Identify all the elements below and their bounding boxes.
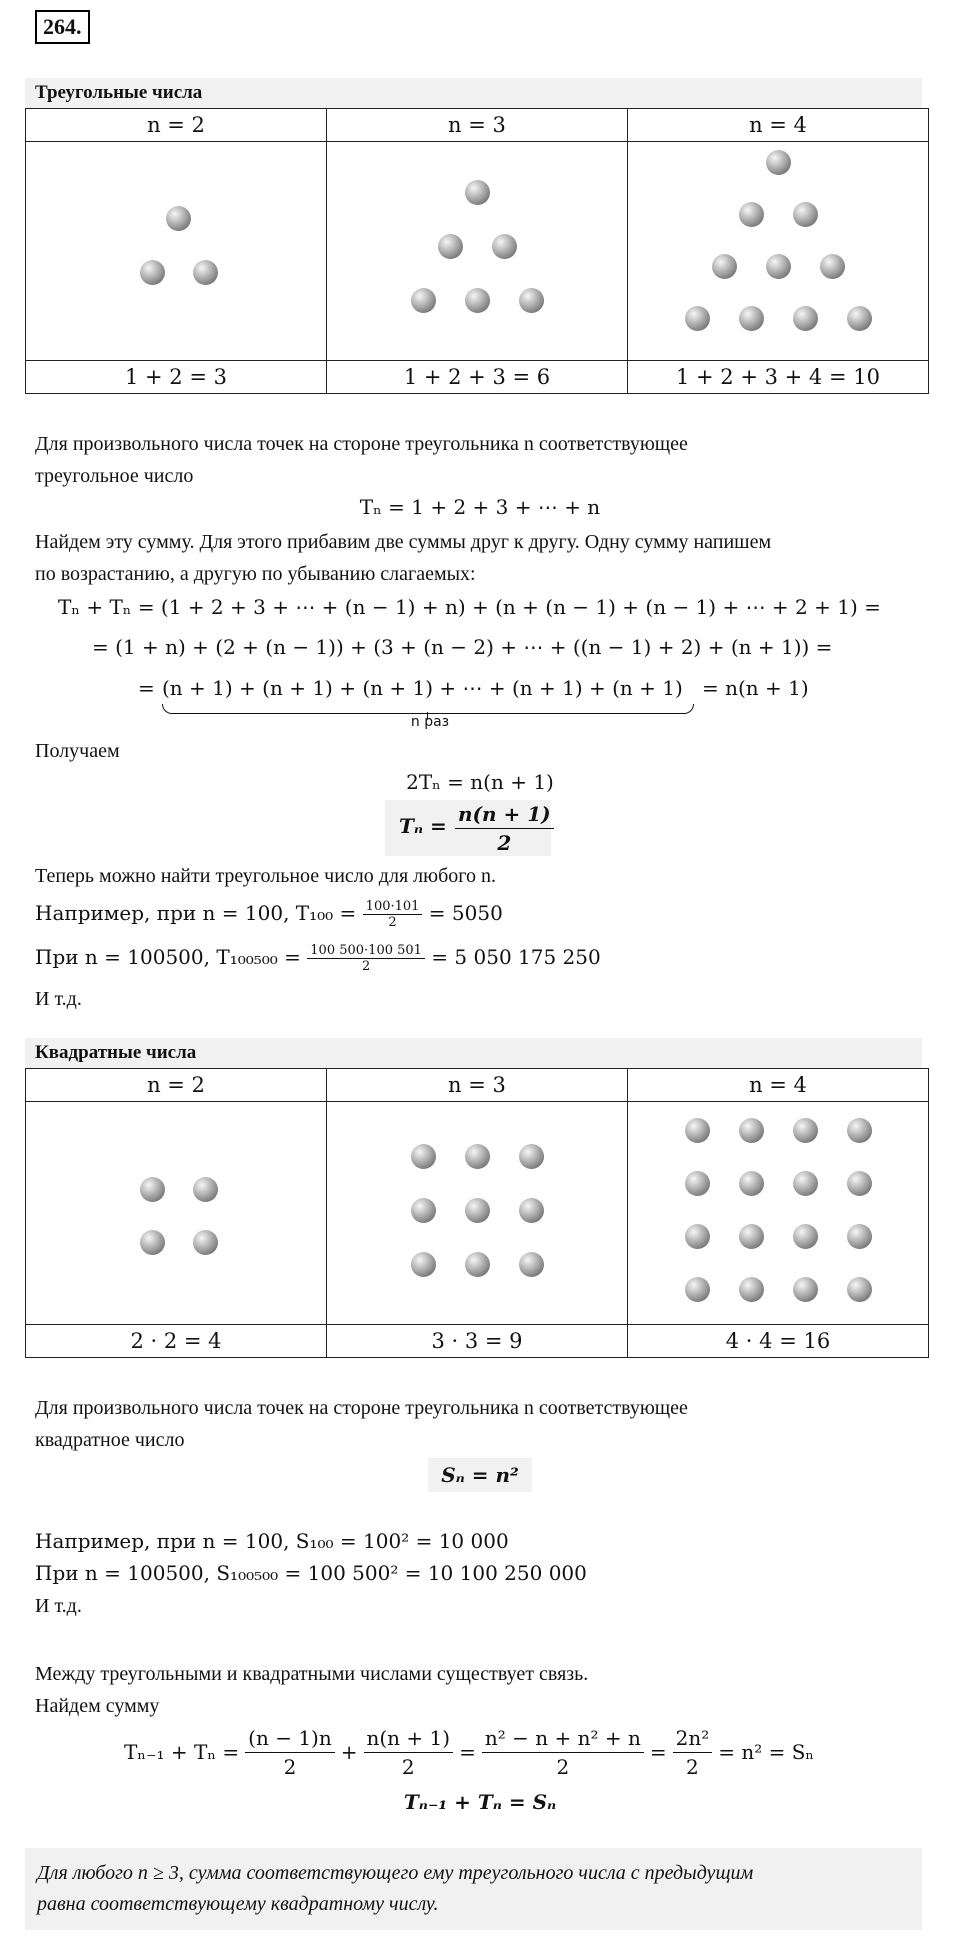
dot [140,260,165,285]
triangular-table [25,108,929,394]
rel-f2-num: n(n + 1) [364,1724,454,1753]
dot [519,1144,544,1169]
tri-ex1-den: 2 [388,915,397,930]
dot [166,206,191,231]
dot [140,1177,165,1202]
rel-tail: = n² = Sₙ [718,1740,815,1764]
tri-ex2-num: 100 500·100 501 [307,943,425,959]
rel-f2-den: 2 [401,1754,415,1779]
dot [465,1144,490,1169]
tri-result2-den: 2 [497,831,512,855]
sq-intro-line1: Для произвольного числа точек на стороне треугольника n соответствующее [35,1397,688,1419]
tri-sum-line3-eq: = [138,676,155,700]
dot [793,1224,818,1249]
sq-figure-4 [627,1102,928,1325]
rel-frac1 [245,1724,335,1781]
tri-intro-line2: треугольное число [35,465,194,487]
dot [793,1118,818,1143]
sq-figure-2 [26,1102,327,1325]
tri-ex2-prefix: При n = 100500, T₁₀₀₅₀₀ = [35,945,301,969]
tri-example1 [35,895,503,931]
triangular-heading: Треугольные числа [25,78,922,108]
sq-example1: Например, при n = 100, S₁₀₀ = 100² = 10 000 [35,1529,509,1553]
square-table [25,1068,929,1358]
rel-plus: + [340,1740,358,1764]
tri-ex1-num: 100·101 [363,899,423,915]
tri-col-label-4: n = 4 [627,109,928,142]
dot [411,1252,436,1277]
dot [766,150,791,175]
rel-f1-num: (n − 1)n [245,1724,335,1753]
tri-formula-def: Tₙ = 1 + 2 + 3 + ⋯ + n [359,495,601,519]
sq-caption-2: 2 · 2 = 4 [26,1325,327,1358]
dot [739,1224,764,1249]
dot [847,1118,872,1143]
dot [411,1144,436,1169]
tri-find-line1: Найдем эту сумму. Для этого прибавим две суммы друг к другу. Одну сумму напишем [35,531,772,553]
dot [847,306,872,331]
tri-figure-4 [627,142,928,361]
tri-ex1-frac [363,899,423,930]
tri-ex2-den: 2 [361,959,371,974]
square-heading: Квадратные числа [25,1038,922,1068]
rel-frac4 [673,1724,713,1781]
dot [519,288,544,313]
rel-f3-num: n² − n + n² + n [482,1724,644,1753]
dot [411,288,436,313]
dot [685,1118,710,1143]
tri-result2-frac [455,800,554,857]
dot [820,254,845,279]
rel-f4-den: 2 [686,1754,699,1779]
dot [766,254,791,279]
dot [519,1252,544,1277]
rel-frac3 [482,1724,644,1781]
dot [519,1198,544,1223]
tri-ex1-prefix: Например, при n = 100, T₁₀₀ = [35,901,357,925]
brace-label: n раз [410,714,450,730]
dot [739,1171,764,1196]
sq-formula: Sₙ = n² [428,1458,532,1492]
tri-col-label-3: n = 3 [326,109,627,142]
conclusion-line1: Для любого n ≥ 3, сумма соответствующего ему треугольного числа с предыдущим [37,1862,754,1884]
rel-line2: Найдем сумму [35,1695,160,1717]
tri-result2-lhs: Tₙ = [399,814,447,838]
dot [685,1224,710,1249]
problem-number: 264. [35,10,90,44]
dot [465,1198,490,1223]
dot [685,306,710,331]
tri-caption-3: 1 + 2 + 3 = 6 [326,361,627,394]
dot [793,306,818,331]
tri-result2-num: n(n + 1) [455,800,554,829]
tri-result1: 2Tₙ = n(n + 1) [406,770,554,794]
dot [193,1230,218,1255]
dot [465,288,490,313]
tri-sum-line3-braced: (n + 1) + (n + 1) + (n + 1) + ⋯ + (n + 1) + (n + 1) [162,676,683,700]
rel-eq2: = [649,1740,667,1764]
tri-now-line: Теперь можно найти треугольное число для любого n. [35,865,496,887]
dot [411,1198,436,1223]
underbrace [162,704,694,714]
dot [193,1177,218,1202]
sq-col-label-3: n = 3 [326,1069,627,1102]
tri-get-word: Получаем [35,740,120,762]
dot [793,202,818,227]
dot [438,234,463,259]
dot [847,1171,872,1196]
dot [193,260,218,285]
rel-eq1: = [459,1740,476,1764]
tri-intro-line1: Для произвольного числа точек на стороне треугольника n соответствующее [35,433,688,455]
tri-sum-line1: Tₙ + Tₙ = (1 + 2 + 3 + ⋯ + (n − 1) + n) + (n + (n − 1) + (n − 1) + ⋯ + 2 + 1) = [58,595,881,619]
sq-col-label-4: n = 4 [627,1069,928,1102]
tri-caption-4: 1 + 2 + 3 + 4 = 10 [627,361,928,394]
dot [685,1171,710,1196]
dot [739,202,764,227]
sq-caption-4: 4 · 4 = 16 [627,1325,928,1358]
dot [492,234,517,259]
dot [739,1118,764,1143]
tri-figure-2 [26,142,327,361]
tri-sum-line2: = (1 + n) + (2 + (n − 1)) + (3 + (n − 2) + ⋯ + ((n − 1) + 2) + (n + 1)) = [92,635,833,659]
rel-bold-result: Tₙ₋₁ + Tₙ = Sₙ [403,1790,557,1814]
dot [712,254,737,279]
rel-equation [124,1722,814,1782]
tri-etc: И т.д. [35,988,82,1010]
tri-sum-line3-tail: = n(n + 1) [702,676,809,700]
sq-figure-3 [326,1102,627,1325]
dot [793,1171,818,1196]
tri-col-label-2: n = 2 [26,109,327,142]
tri-result2-box [385,800,551,856]
dot [847,1224,872,1249]
dot [793,1277,818,1302]
dot [847,1277,872,1302]
rel-f1-den: 2 [283,1754,297,1779]
rel-f4-num: 2n² [673,1724,713,1753]
rel-line1: Между треугольными и квадратными числами существует связь. [35,1663,589,1685]
dot [465,180,490,205]
dot [685,1277,710,1302]
dot [739,306,764,331]
sq-etc: И т.д. [35,1595,82,1617]
tri-caption-2: 1 + 2 = 3 [26,361,327,394]
tri-ex1-result: = 5050 [428,901,503,925]
dot [739,1277,764,1302]
sq-example2: При n = 100500, S₁₀₀₅₀₀ = 100 500² = 10 100 250 000 [35,1561,587,1585]
sq-intro-line2: квадратное число [35,1429,185,1451]
tri-example2 [35,939,601,975]
tri-ex2-frac [307,943,425,974]
dot [140,1230,165,1255]
tri-find-line2: по возрастанию, а другую по убыванию слагаемых: [35,563,476,585]
rel-lhs: Tₙ₋₁ + Tₙ = [124,1740,240,1764]
tri-ex2-result: = 5 050 175 250 [431,945,601,969]
rel-f3-den: 2 [556,1754,570,1779]
sq-caption-3: 3 · 3 = 9 [326,1325,627,1358]
conclusion-line2: равна соответствующему квадратному числу. [37,1893,439,1915]
rel-frac2 [364,1724,454,1781]
tri-figure-3 [326,142,627,361]
dot [465,1252,490,1277]
conclusion-box [25,1848,922,1930]
sq-col-label-2: n = 2 [26,1069,327,1102]
